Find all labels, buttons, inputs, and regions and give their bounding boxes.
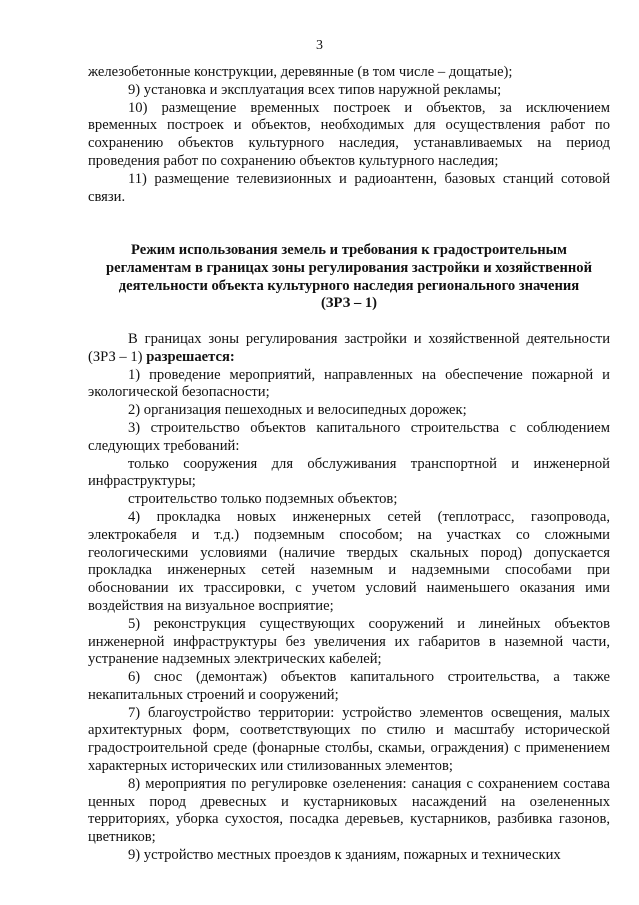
list-item: 1) проведение мероприятий, направленных на обеспечение пожарной и экологической безопасности; — [88, 366, 610, 401]
spacer — [88, 313, 610, 331]
paragraph-continuation: железобетонные конструкции, деревянные (в том числе – дощатые); — [88, 64, 513, 80]
list-item: 8) мероприятия по регулировке озеленения: санация с сохранением состава ценных пород древесных и кустарниковых насаждений на озелененных территориях, уборка сухостоя, посадка деревьев, кустарников, разбивка газонов, цветников; — [88, 775, 610, 846]
section-heading-line: (ЗРЗ – 1) — [320, 295, 378, 312]
sub-item: строительство только подземных объектов; — [128, 491, 398, 508]
intro-text: В границах зоны регулирования застройки и хозяйственной деятельности (ЗРЗ – 1) — [88, 330, 610, 365]
spacer — [88, 224, 610, 242]
page-number: 3 — [316, 38, 323, 53]
list-item: 4) прокладка новых инженерных сетей (теплотрасс, газопровода, электрокабеля и т.д.) подземным способом; на участках со сложными геологическими условиями (наличие твердых скальных пород) допускается прокладка инженерных сетей наземным и надземными способами при обосновании их трассировки, с учетом условий наименьшего оказания ими воздействия на визуальное восприятие; — [88, 508, 610, 614]
section-heading-line: регламентам в границах зоны регулирования застройки и хозяйственной — [106, 259, 592, 276]
section-heading — [88, 242, 610, 313]
document-body — [88, 64, 610, 865]
list-item: 7) благоустройство территории: устройство элементов освещения, малых архитектурных форм, соответствующих по стилю и масштабу исторической градостроительной среде (фонарные столбы, скамьи, ограждения) с применением характерных исторических или стилизованных элементов; — [88, 704, 610, 775]
list-item-9: 9) установка и эксплуатация всех типов наружной рекламы; — [128, 81, 502, 98]
intro-bold: разрешается: — [146, 348, 235, 365]
list-item-11: 11) размещение телевизионных и радиоантенн, базовых станций сотовой связи. — [88, 170, 610, 205]
section-heading-line: деятельности объекта культурного наследия регионального значения — [118, 277, 580, 294]
intro-paragraph — [88, 331, 610, 367]
section-heading-line: Режим использования земель и требования к градостроительным — [131, 241, 567, 258]
list-item: 9) устройство местных проездов к зданиям, пожарных и технических — [128, 847, 561, 864]
list-item: 2) организация пешеходных и велосипедных дорожек; — [128, 402, 467, 419]
list-item-10: 10) размещение временных построек и объектов, за исключением временных построек и объектов, необходимых для осуществления работ по сохранению объектов культурного наследия, устанавливаемых на период проведения работ по сохранению объектов культурного наследия; — [88, 99, 610, 169]
list-item: 3) строительство объектов капитального строительства с соблюдением следующих требований: — [88, 419, 610, 454]
spacer — [88, 206, 610, 224]
list-item: 5) реконструкция существующих сооружений и линейных объектов инженерной инфраструктуры без увеличения их габаритов в наземной части, устранение надземных электрических кабелей; — [88, 615, 610, 668]
list-item: 6) снос (демонтаж) объектов капитального строительства, а также некапитальных строений и сооружений; — [88, 669, 610, 703]
sub-item: только сооружения для обслуживания транспортной и инженерной инфраструктуры; — [88, 455, 610, 490]
